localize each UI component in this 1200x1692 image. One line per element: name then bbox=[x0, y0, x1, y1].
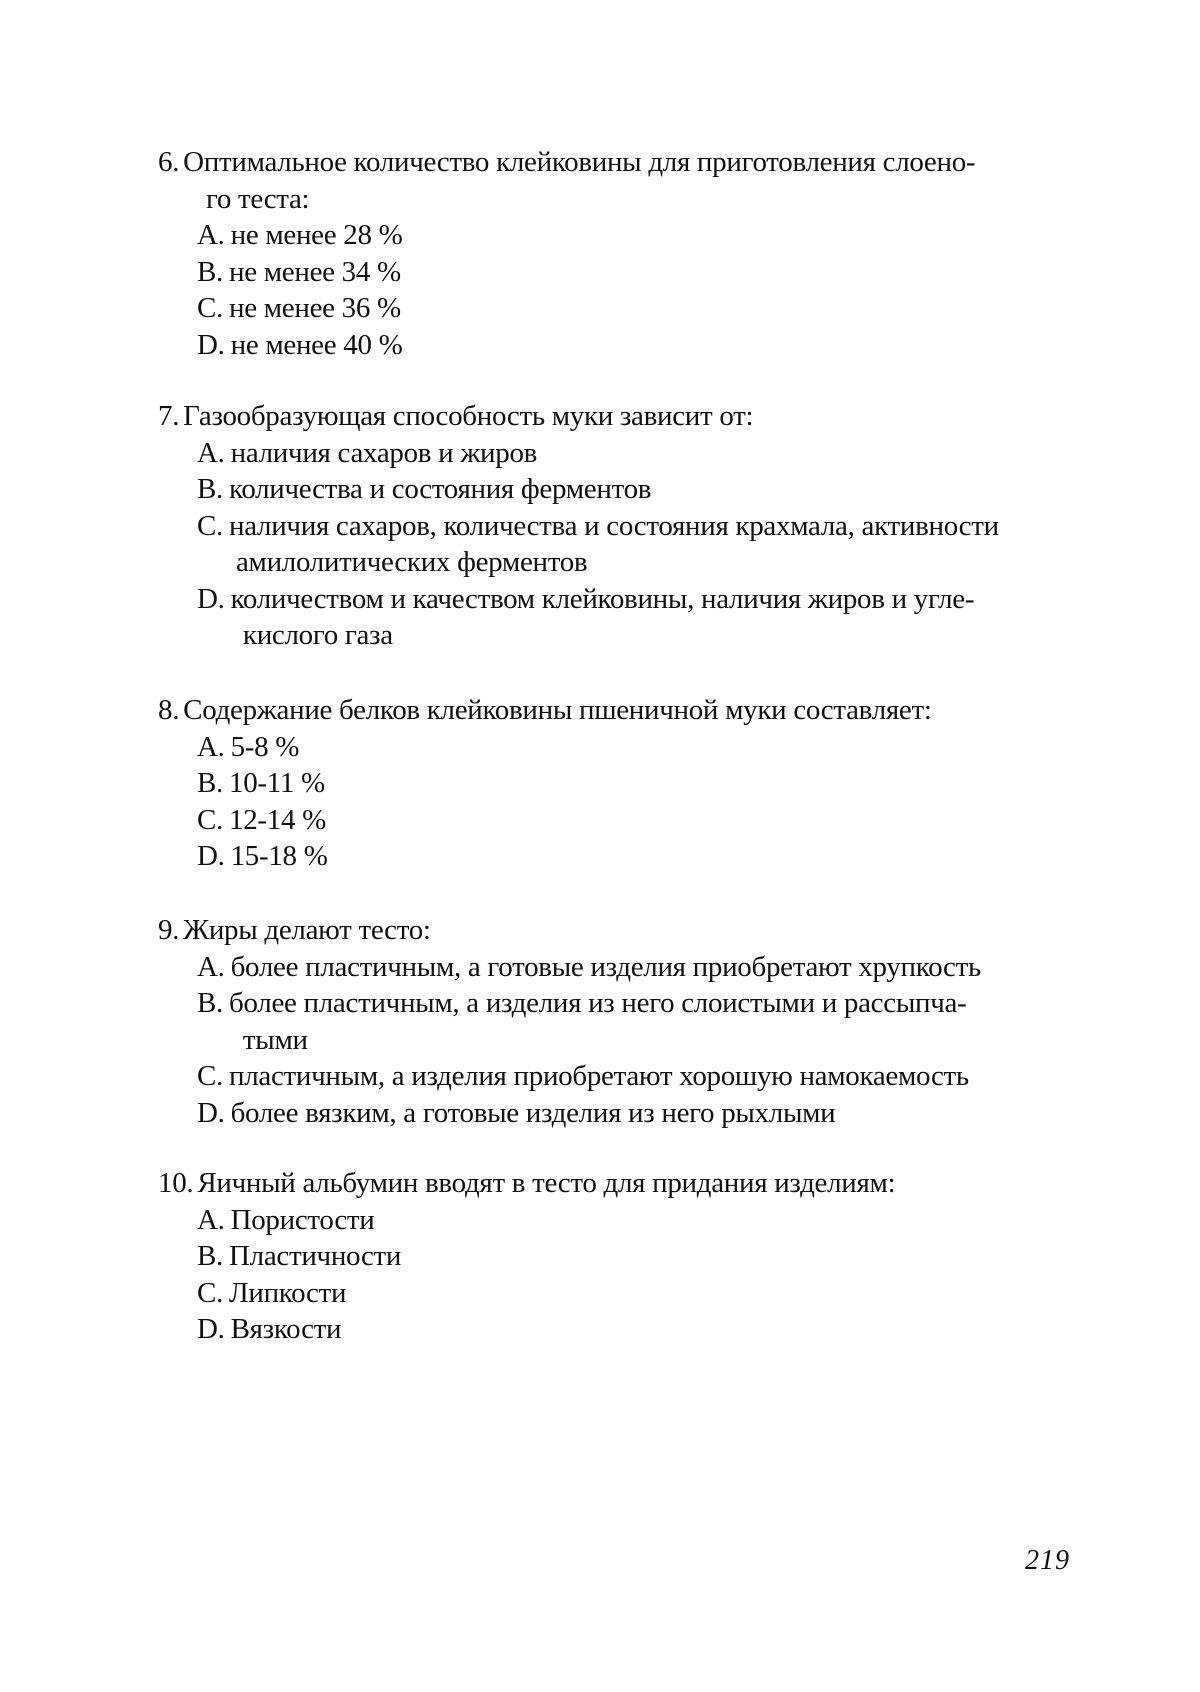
option-letter: D. bbox=[197, 1313, 225, 1345]
question-9-number: 9. bbox=[158, 914, 179, 946]
option-text: более пластичным, а изделия из него слоистыми и рассыпча- тыми bbox=[229, 987, 966, 1056]
question-6-option-a bbox=[197, 217, 1088, 254]
option-letter: C. bbox=[197, 292, 223, 324]
question-9-options bbox=[158, 949, 1088, 1132]
question-10-options bbox=[158, 1202, 1088, 1348]
question-10-text: 10. Яичный альбумин вводят в тесто для придания изделиям: bbox=[158, 1165, 1088, 1202]
option-text: наличия сахаров и жиров bbox=[231, 437, 537, 469]
option-letter: D. bbox=[197, 840, 225, 872]
option-text: количества и состояния ферментов bbox=[229, 473, 651, 505]
question-8-option-c bbox=[197, 802, 1088, 839]
question-9-text: 9. Жиры делают тесто: bbox=[158, 912, 1088, 949]
question-6-option-d bbox=[197, 327, 1088, 364]
question-10-option-a bbox=[197, 1202, 1088, 1239]
question-7-option-d bbox=[197, 581, 1088, 654]
option-letter: B. bbox=[197, 767, 223, 799]
question-9-option-c bbox=[197, 1058, 1088, 1095]
document-page bbox=[0, 0, 1200, 1692]
option-letter: B. bbox=[197, 987, 223, 1019]
option-text: Пластичности bbox=[229, 1240, 401, 1272]
question-10-number: 10. bbox=[158, 1167, 193, 1199]
question-6-text: 6. Оптимальное количество клейковины для приготовления слоено- го теста: bbox=[158, 144, 1088, 217]
option-letter: A. bbox=[197, 219, 225, 251]
option-letter: C. bbox=[197, 804, 223, 836]
option-text: более вязким, а готовые изделия из него рыхлыми bbox=[231, 1097, 836, 1129]
option-text: не менее 40 % bbox=[231, 329, 403, 361]
option-letter: B. bbox=[197, 473, 223, 505]
question-6-option-b bbox=[197, 254, 1088, 291]
option-letter: C. bbox=[197, 1060, 223, 1092]
option-text: не менее 34 % bbox=[229, 256, 401, 288]
question-10-option-d bbox=[197, 1311, 1088, 1348]
question-10-option-c bbox=[197, 1275, 1088, 1312]
question-10-option-b bbox=[197, 1238, 1088, 1275]
option-letter: C. bbox=[197, 1277, 223, 1309]
option-text: 5-8 % bbox=[231, 731, 300, 763]
question-7-option-b bbox=[197, 471, 1088, 508]
option-letter: C. bbox=[197, 510, 223, 542]
option-text: 10-11 % bbox=[229, 767, 325, 799]
option-text: 12-14 % bbox=[229, 804, 326, 836]
question-8 bbox=[158, 692, 1088, 875]
question-6-option-c bbox=[197, 290, 1088, 327]
question-8-options bbox=[158, 729, 1088, 875]
option-letter: B. bbox=[197, 1240, 223, 1272]
question-7 bbox=[158, 398, 1088, 654]
question-9-option-b bbox=[197, 985, 1088, 1058]
option-letter: A. bbox=[197, 731, 225, 763]
option-letter: D. bbox=[197, 329, 225, 361]
question-7-text: 7. Газообразующая способность муки зависит от: bbox=[158, 398, 1088, 435]
option-text: не менее 36 % bbox=[229, 292, 401, 324]
option-letter: B. bbox=[197, 256, 223, 288]
question-9-option-a bbox=[197, 949, 1088, 986]
question-9-option-d bbox=[197, 1095, 1088, 1132]
option-letter: D. bbox=[197, 583, 225, 615]
question-8-number: 8. bbox=[158, 694, 179, 726]
option-text: 15-18 % bbox=[231, 840, 328, 872]
option-letter: A. bbox=[197, 1204, 225, 1236]
option-text: пластичным, а изделия приобретают хорошую намокаемость bbox=[229, 1060, 969, 1092]
question-6 bbox=[158, 144, 1088, 363]
option-text: количеством и качеством клейковины, наличия жиров и угле- кислого газа bbox=[229, 583, 974, 652]
question-8-text: 8. Содержание белков клейковины пшеничной муки составляет: bbox=[158, 692, 1088, 729]
question-6-options bbox=[158, 217, 1088, 363]
question-8-option-d bbox=[197, 838, 1088, 875]
page-number: 219 bbox=[1025, 1545, 1070, 1577]
question-7-option-a bbox=[197, 435, 1088, 472]
question-7-number: 7. bbox=[158, 400, 179, 432]
question-7-option-c bbox=[197, 508, 1088, 581]
option-text: Липкости bbox=[229, 1277, 346, 1309]
question-6-number: 6. bbox=[158, 146, 179, 178]
option-text: не менее 28 % bbox=[231, 219, 403, 251]
option-text: более пластичным, а готовые изделия приобретают хрупкость bbox=[231, 951, 981, 983]
option-letter: A. bbox=[197, 437, 225, 469]
question-8-option-b bbox=[197, 765, 1088, 802]
option-text: Вязкости bbox=[231, 1313, 342, 1345]
option-text: наличия сахаров, количества и состояния крахмала, активности амилолитических ферментов bbox=[229, 510, 999, 579]
question-9 bbox=[158, 912, 1088, 1131]
option-letter: D. bbox=[197, 1097, 225, 1129]
question-8-option-a bbox=[197, 729, 1088, 766]
option-letter: A. bbox=[197, 951, 225, 983]
option-text: Пористости bbox=[231, 1204, 375, 1236]
question-10 bbox=[158, 1165, 1088, 1348]
question-7-options bbox=[158, 435, 1088, 654]
